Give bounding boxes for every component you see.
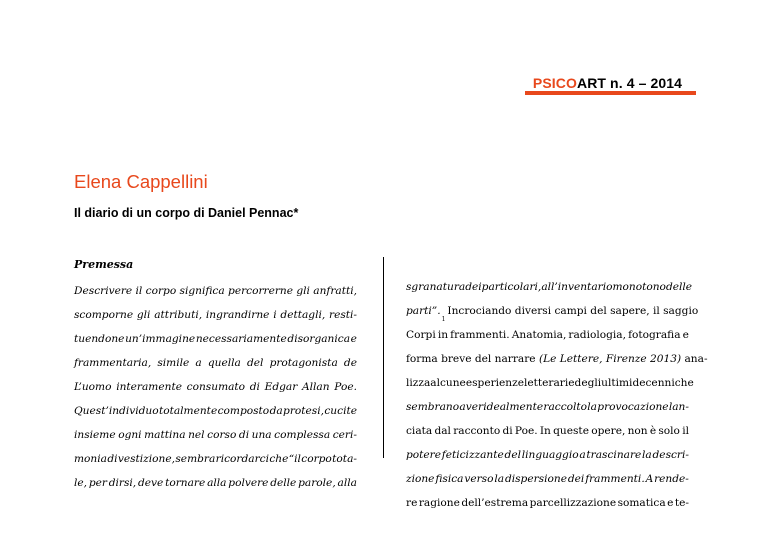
word: dettagli, — [280, 309, 326, 321]
word: Anatomia, — [511, 329, 567, 341]
word: significa — [179, 285, 225, 297]
word: la — [587, 401, 598, 413]
word: queste — [553, 425, 589, 437]
word: corpo — [145, 285, 177, 297]
word: mattina — [144, 429, 186, 441]
word: che — [674, 377, 694, 389]
word: frammentaria, — [74, 357, 152, 369]
text-line — [74, 399, 357, 423]
word: che — [269, 453, 289, 465]
word: alla — [337, 477, 357, 489]
word: composto — [217, 405, 270, 417]
text-fragment: forma breve del narrare — [406, 353, 536, 365]
word: gli — [296, 285, 310, 297]
word: consumato — [186, 381, 246, 393]
word: monotono — [612, 281, 666, 293]
word: corso — [207, 429, 237, 441]
word: protesi, — [283, 405, 324, 417]
word: dal — [434, 425, 451, 437]
word: polvere — [228, 477, 269, 489]
text-line — [74, 303, 357, 327]
word: descri- — [652, 449, 689, 461]
word: la — [494, 473, 505, 485]
word: sembrano — [406, 401, 460, 413]
word: dispersione — [504, 473, 567, 485]
word: totalmente — [158, 405, 218, 417]
word: anfratti, — [313, 285, 357, 297]
text-line — [74, 351, 357, 375]
word: sgranatura — [406, 281, 466, 293]
text-line — [74, 447, 357, 471]
word: tornare — [165, 477, 206, 489]
text-line — [74, 471, 357, 495]
word: tota- — [332, 453, 357, 465]
word: delle — [270, 477, 297, 489]
word: di — [502, 425, 513, 437]
word: fotografia — [628, 329, 681, 341]
text-line — [406, 395, 689, 419]
journal-issue-label — [533, 75, 682, 91]
word: dell’estrema — [461, 497, 529, 509]
word: del — [246, 357, 264, 369]
word: delle — [665, 281, 693, 293]
word: nel — [188, 429, 205, 441]
word: quella — [207, 357, 241, 369]
word: deve — [137, 477, 164, 489]
word: lizza — [406, 377, 431, 389]
word: un’immagine — [125, 333, 196, 345]
word: zione — [406, 473, 435, 485]
left-column — [74, 279, 357, 495]
word: interamente — [116, 381, 182, 393]
word: il — [135, 285, 143, 297]
word: ricordarci — [215, 453, 269, 465]
word: fisica — [435, 473, 464, 485]
word: percorrerne — [228, 285, 294, 297]
word: Edgar — [264, 381, 298, 393]
word: e — [682, 329, 689, 341]
word: degli — [574, 377, 602, 389]
word: feticizzante — [441, 449, 504, 461]
text-line — [406, 371, 694, 395]
article-title: Il diario di un corpo di Daniel Pennac* — [74, 206, 299, 220]
text-line — [406, 347, 708, 371]
text-fragment: Incrociando diversi campi del sapere, il saggio — [447, 305, 699, 317]
word: ceri- — [332, 429, 357, 441]
word: parole, — [298, 477, 336, 489]
word: monia — [74, 453, 107, 465]
word: parcellizzazione — [529, 497, 617, 509]
text-line — [74, 423, 357, 447]
word: insieme — [74, 429, 116, 441]
word: all’inventario — [541, 281, 613, 293]
text-line — [406, 419, 689, 443]
text-fragment: parti”. — [406, 305, 441, 317]
text-fragment: (Le Lettere, Firenze 2013) — [538, 353, 682, 365]
word: opere, — [591, 425, 626, 437]
word: e — [350, 333, 357, 345]
word: è — [649, 425, 657, 437]
word: dei — [567, 473, 585, 485]
word: ingrandirne — [205, 309, 270, 321]
word: di — [107, 453, 118, 465]
word: solo — [658, 425, 680, 437]
word: a — [195, 357, 202, 369]
journal-name-accent: PSICO — [532, 75, 577, 91]
word: idealmente — [483, 401, 544, 413]
word: Allan — [301, 381, 330, 393]
text-line — [406, 299, 699, 323]
text-line — [406, 275, 693, 299]
word: potere — [406, 449, 442, 461]
word: il — [682, 425, 689, 437]
text-line — [74, 375, 357, 399]
word: Poe. — [514, 425, 538, 437]
word: L’uomo — [74, 381, 112, 393]
word: Poe. — [334, 381, 357, 393]
word: non — [627, 425, 648, 437]
word: Quest’individuo — [74, 405, 159, 417]
text-line — [74, 327, 357, 351]
word: una — [251, 429, 272, 441]
word: radiologia, — [568, 329, 626, 341]
word: letterarie — [523, 377, 575, 389]
word: A — [645, 473, 654, 485]
word: ultimi — [601, 377, 633, 389]
section-heading: Premessa — [74, 258, 134, 271]
word: protagonista — [269, 357, 338, 369]
word: e — [667, 497, 674, 509]
word: tuendone — [74, 333, 125, 345]
journal-issue-text: ART n. 4 – 2014 — [577, 75, 682, 91]
word: te- — [674, 497, 689, 509]
word: raccolto — [543, 401, 588, 413]
word: simile — [157, 357, 190, 369]
word: verso — [464, 473, 494, 485]
word: necessariamente — [195, 333, 287, 345]
text-line — [406, 467, 689, 491]
word: Corpi — [406, 329, 436, 341]
word: per — [88, 477, 107, 489]
word: trascinare — [586, 449, 642, 461]
word: cucite — [324, 405, 357, 417]
word: attributi, — [154, 309, 203, 321]
word: racconto — [453, 425, 501, 437]
word: da — [269, 405, 283, 417]
word: In — [539, 425, 551, 437]
word: complessa — [274, 429, 331, 441]
word: frammenti. — [585, 473, 645, 485]
word: de — [343, 357, 357, 369]
word: ragione — [418, 497, 460, 509]
word: del — [504, 449, 521, 461]
word: alla — [207, 477, 227, 489]
word: a — [579, 449, 586, 461]
word: la — [642, 449, 652, 461]
text-line — [406, 323, 689, 347]
word: somatica — [617, 497, 666, 509]
word: di — [249, 381, 260, 393]
word: in — [437, 329, 449, 341]
word: ciata — [406, 425, 433, 437]
footnote-ref: 1 — [441, 316, 446, 323]
word: resti- — [329, 309, 357, 321]
header-rule — [525, 91, 696, 95]
word: vestizione, — [117, 453, 175, 465]
text-line — [406, 443, 689, 467]
word: corpo — [301, 453, 332, 465]
word: di — [238, 429, 250, 441]
word: i — [273, 309, 277, 321]
word: dirsi, — [108, 477, 137, 489]
word: ogni — [118, 429, 142, 441]
word: lan- — [668, 401, 689, 413]
text-line — [74, 279, 357, 303]
word: provocazione — [597, 401, 669, 413]
text-fragment: ana- — [684, 353, 708, 365]
word: sembra — [175, 453, 216, 465]
word: re — [406, 497, 418, 509]
word: disorganica — [287, 333, 351, 345]
word: Descrivere — [74, 285, 133, 297]
word: le, — [74, 477, 88, 489]
word: rende- — [654, 473, 689, 485]
word: “il — [288, 453, 301, 465]
column-divider — [383, 257, 384, 458]
word: frammenti. — [450, 329, 510, 341]
word: dei — [465, 281, 482, 293]
word: gli — [136, 309, 151, 321]
word: alcune — [430, 377, 466, 389]
word: particolari, — [481, 281, 542, 293]
author-name: Elena Cappellini — [74, 171, 208, 192]
word: decenni — [632, 377, 675, 389]
text-line — [406, 491, 689, 515]
word: scomporne — [74, 309, 134, 321]
word: aver — [459, 401, 484, 413]
word: linguaggio — [521, 449, 579, 461]
right-column — [406, 275, 708, 515]
word: esperienze — [465, 377, 524, 389]
